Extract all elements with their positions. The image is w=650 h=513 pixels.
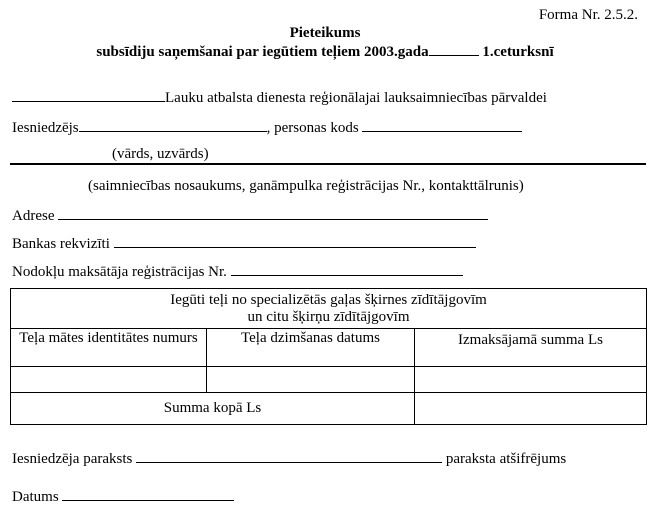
applicant-line: [12, 118, 522, 137]
personal-code-field[interactable]: [362, 118, 522, 132]
table-title-line1: Iegūti teļi no specializētās gaļas šķirnes zīdītājgovīm: [170, 292, 487, 308]
subtitle-text: subsīdiju saņemšanai par iegūtiem teļiem 2003.gada: [96, 44, 429, 60]
total-label: Summa kopā Ls: [11, 393, 415, 425]
date-field[interactable]: [62, 487, 234, 501]
farm-line[interactable]: [10, 163, 646, 165]
tax-label: Nodokļu maksātāja reģistrācijas Nr.: [12, 264, 227, 280]
region-blank[interactable]: [12, 88, 165, 102]
col-header-mother-id: Teļa mātes identitātes numurs: [11, 329, 207, 367]
table-total-row: [11, 393, 647, 425]
table-title-row: [11, 289, 647, 329]
total-cell[interactable]: [415, 393, 647, 425]
applicant-label: Iesniedzējs: [12, 120, 79, 136]
address-label: Adrese: [12, 208, 55, 224]
date-label: Datums: [12, 489, 59, 505]
form-subtitle: [0, 42, 650, 61]
form-number: Forma Nr. 2.5.2.: [538, 7, 638, 23]
bank-line: [12, 234, 476, 253]
bank-label: Bankas rekvizīti: [12, 236, 110, 252]
recipient-text: Lauku atbalsta dienesta reģionālajai lauksaimniecības pārvaldei: [165, 90, 547, 106]
date-line: [12, 487, 234, 506]
quarter-year-blank[interactable]: [429, 42, 479, 56]
name-hint: (vārds, uzvārds): [112, 146, 209, 162]
subtitle-quarter: 1.ceturksnī: [482, 44, 554, 60]
mother-id-cell[interactable]: [11, 367, 207, 393]
bank-field[interactable]: [114, 234, 476, 248]
address-field[interactable]: [58, 206, 488, 220]
signature-decode-label: paraksta atšifrējums: [445, 451, 567, 467]
recipient-line: [12, 88, 547, 107]
birth-date-cell[interactable]: [207, 367, 415, 393]
table-title-line2: un citu šķirņu zīdītājgovīm: [247, 309, 410, 325]
calves-table: [10, 288, 647, 425]
personal-code-label: , personas kods: [266, 120, 359, 136]
col-header-payment: Izmaksājamā summa Ls: [415, 329, 647, 367]
applicant-name-field[interactable]: [79, 118, 267, 132]
payment-cell[interactable]: [415, 367, 647, 393]
farm-hint: (saimniecības nosaukums, ganāmpulka reģistrācijas Nr., kontakttālrunis): [88, 178, 524, 194]
table-row: [11, 367, 647, 393]
signature-field[interactable]: [136, 449, 442, 463]
table-header-row: [11, 329, 647, 367]
col-header-birth-date: Teļa dzimšanas datums: [207, 329, 415, 367]
tax-line: [12, 262, 463, 281]
form-title: Pieteikums: [289, 25, 361, 41]
signature-label: Iesniedzēja paraksts: [12, 451, 133, 467]
tax-field[interactable]: [231, 262, 463, 276]
table-title: [11, 289, 647, 329]
signature-line: [12, 449, 566, 468]
address-line: [12, 206, 488, 225]
